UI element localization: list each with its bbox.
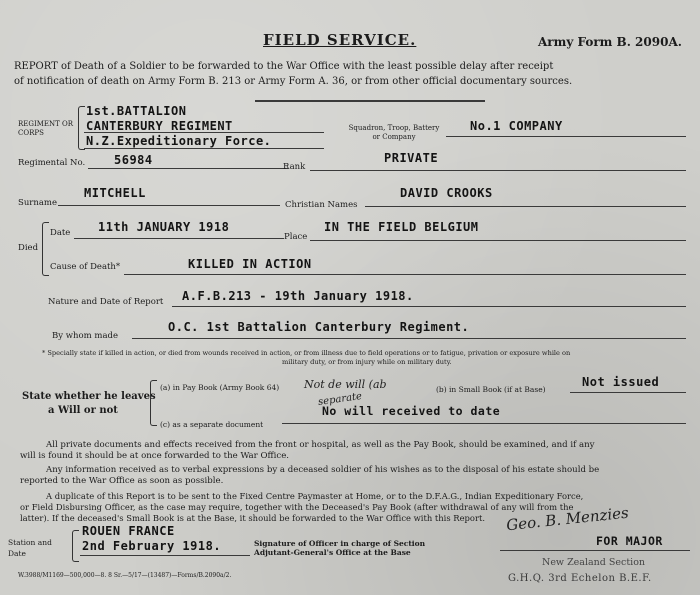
by-whom-value: O.C. 1st Battalion Canterbury Regiment. [168, 320, 470, 334]
nature-date-value: A.F.B.213 - 19th January 1918. [182, 289, 414, 303]
printer-line: W.3988/M1169—500,000—8. 8 Sr.—5/17—(13487)—Forms/B.2090a/2. [18, 572, 232, 579]
instruction-1-line-2: will is found it should be at once forwarded to the War Office. [20, 451, 290, 461]
regimental-no-value: 56984 [114, 153, 153, 167]
instruction-3-line-3: latter). If the deceased's Small Book is at the Base, it should be forwarded to the War Office with this Report. [20, 513, 485, 523]
place-label: Place [284, 232, 308, 242]
stamp-line-2: G.H.Q. 3rd Echelon B.E.F. [508, 573, 652, 584]
station-label: Station and [8, 538, 52, 547]
will-question-line-1: State whether he leaves [22, 391, 156, 402]
intro-line-1: REPORT of Death of a Soldier to be forwarded to the War Office with the least possible delay after receipt [14, 61, 554, 72]
surname-value: MITCHELL [84, 186, 146, 200]
separate-handwritten: separate [317, 390, 363, 409]
header-divider [255, 100, 485, 102]
footnote-line-1: * Specially state if killed in action, or died from wounds received in action, or from illness due to field operations or to fatigue, privation or exposure while on [42, 349, 571, 357]
rank-value: PRIVATE [384, 151, 439, 165]
intro-line-2: of notification of death on Army Form B. 213 or Army Form A. 36, or from other official documentary sources. [14, 76, 573, 87]
date-label-2: Date [8, 549, 26, 558]
regiment-line-2: CANTERBURY REGIMENT [86, 119, 233, 133]
regiment-line-3: N.Z.Expeditionary Force. [86, 134, 272, 148]
instruction-3-line-1: A duplicate of this Report is to be sent to the Fixed Centre Paymaster at Home, or to the D.F.A.G., Indian Expeditionary Force, [46, 491, 584, 501]
place-value: IN THE FIELD BELGIUM [324, 220, 479, 234]
officer-signature: Geo. B. Menzies [505, 503, 630, 535]
regimental-no-label: Regimental No. [18, 158, 86, 168]
will-question-line-2: a Will or not [48, 405, 118, 416]
instruction-1-line-1: All private documents and effects received from the front or hospital, as well as the Pay Book, should be examined, and if any [46, 440, 595, 450]
christian-names-value: DAVID CROOKS [400, 186, 493, 200]
small-book-label: (b) in Small Book (if at Base) [436, 385, 546, 394]
instruction-3-line-2: or Field Disbursing Officer, as the case may require, together with the Deceased's Pay Book (after withdrawal of any will from the [20, 502, 574, 512]
cause-of-death-value: KILLED IN ACTION [188, 257, 312, 271]
station-date-value: 2nd February 1918. [82, 539, 222, 553]
regiment-line-1: 1st.BATTALION [86, 104, 187, 118]
regiment-brace [78, 106, 85, 150]
surname-label: Surname [18, 198, 57, 208]
stamp-line-1: New Zealand Section [542, 557, 646, 568]
regiment-label: REGIMENT OR CORPS [18, 120, 74, 137]
instruction-2-line-1: Any information received as to verbal expressions by a deceased soldier of his wishes as to the disposal of his estate should be [46, 465, 600, 475]
squadron-value: No.1 COMPANY [470, 119, 563, 133]
small-book-answer: Not issued [582, 375, 660, 389]
rank-label: Rank [283, 162, 306, 172]
footnote-line-2: military duty, or from injury while on military duty. [282, 358, 452, 366]
separate-answer: No will received to date [322, 404, 501, 418]
will-brace [150, 380, 157, 426]
by-whom-label: By whom made [52, 331, 118, 341]
nature-date-label: Nature and Date of Report [48, 297, 164, 307]
form-number: Army Form B. 2090A. [538, 35, 682, 49]
christian-names-label: Christian Names [285, 200, 358, 210]
separate-doc-label: (c) as a separate document [160, 420, 264, 429]
signature-label-2: Adjutant-General's Office at the Base [254, 548, 411, 557]
form-title: FIELD SERVICE. [263, 31, 417, 49]
date-label: Date [50, 228, 71, 238]
signature-label-1: Signature of Officer in charge of Section [254, 539, 426, 548]
died-brace [42, 222, 49, 276]
cause-of-death-label: Cause of Death* [50, 262, 121, 272]
officer-rank: FOR MAJOR [596, 534, 663, 548]
pay-book-label: (a) in Pay Book (Army Book 64) [160, 383, 280, 392]
died-label: Died [18, 243, 39, 253]
instruction-2-line-2: reported to the War Office as soon as possible. [20, 476, 224, 486]
station-brace [72, 530, 79, 562]
pay-book-answer: Not de will (ab [304, 378, 387, 391]
squadron-label: Squadron, Troop, Battery or Company [348, 124, 440, 141]
station-place-value: ROUEN FRANCE [82, 524, 175, 538]
date-of-death-value: 11th JANUARY 1918 [98, 220, 230, 234]
